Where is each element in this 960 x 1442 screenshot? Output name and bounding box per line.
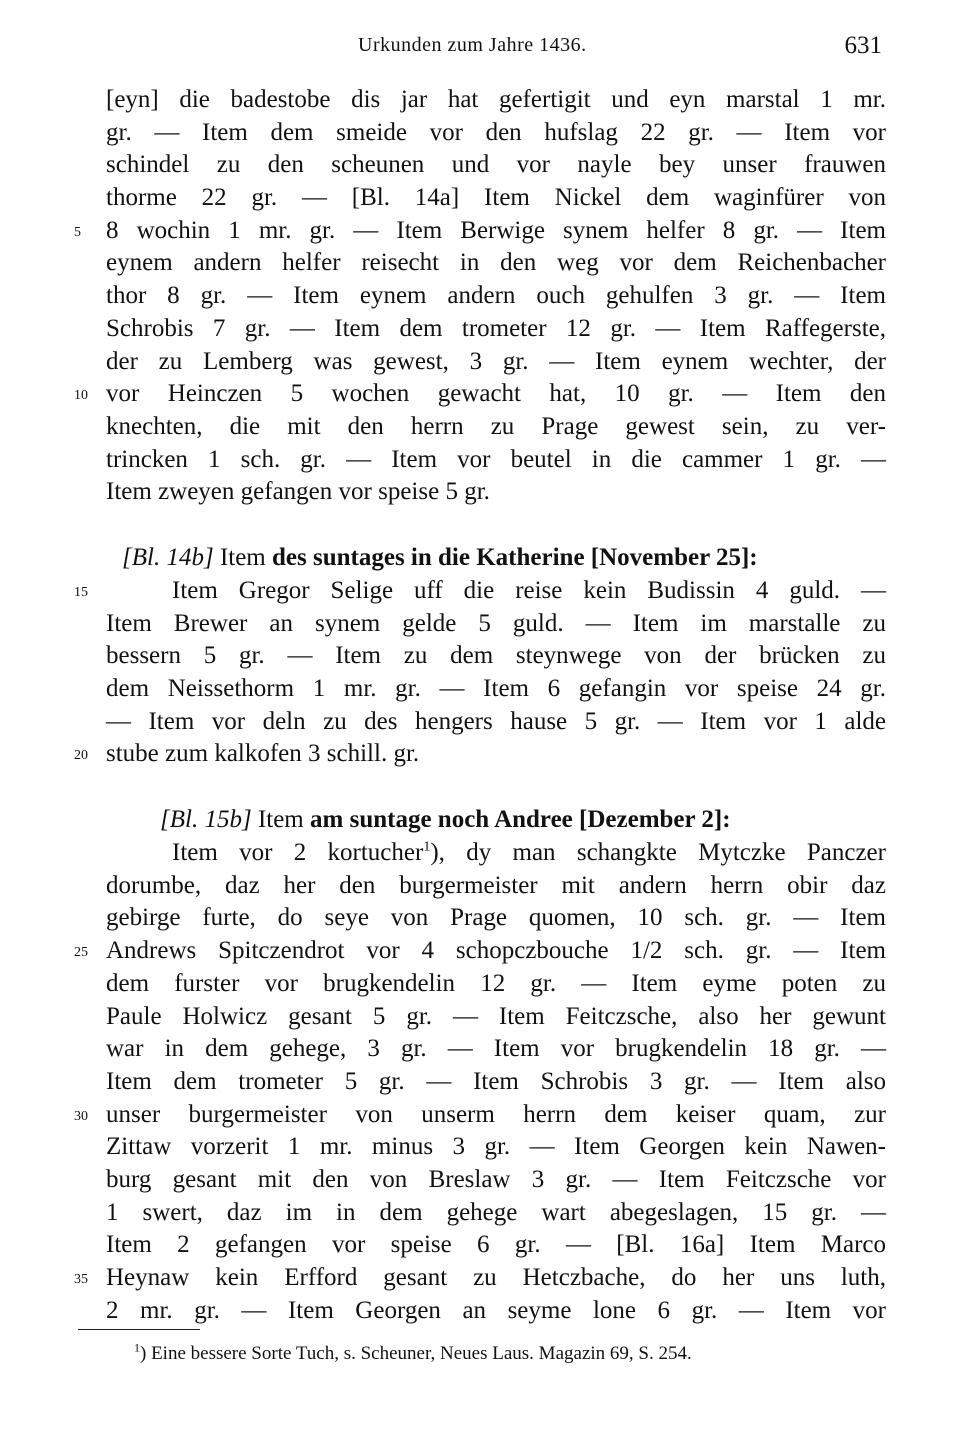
text-line: Schrobis 7 gr. — Item dem trometer 12 gr. — Item Raffegerste, bbox=[106, 314, 886, 342]
text-line: trincken 1 sch. gr. — Item vor beutel in die cammer 1 gr. — bbox=[106, 445, 886, 473]
text-line: 5 8 wochin 1 mr. gr. — Item Berwige synem helfer 8 gr. — Item bbox=[106, 215, 886, 248]
section-heading: [Bl. 15b] Item am suntage noch Andree [Dezember 2]: bbox=[160, 806, 731, 834]
text-line: Paule Holwicz gesant 5 gr. — Item Feitczsche, also her gewunt bbox=[106, 1002, 886, 1030]
text-line: 25 Andrews Spitczendrot vor 4 schopczbouche 1/2 sch. gr. — Item bbox=[106, 935, 886, 968]
text-line: der zu Lemberg was gewest, 3 gr. — Item eynem wechter, der bbox=[106, 347, 886, 375]
text-line: thor 8 gr. — Item eynem andern ouch gehulfen 3 gr. — Item bbox=[106, 282, 886, 310]
page-number: 631 bbox=[844, 32, 882, 59]
footnote-text: ) Eine bessere Sorte Tuch, s. Scheuner, Neues Laus. Magazin 69, S. 254. bbox=[140, 1343, 692, 1364]
text-line: Item zweyen gefangen vor speise 5 gr. bbox=[106, 478, 490, 506]
folio-reference: [Bl. 15b] bbox=[160, 806, 252, 834]
text-line: 20 stube zum kalkofen 3 schill. gr. bbox=[106, 738, 886, 771]
line-number: 25 bbox=[74, 945, 88, 961]
running-title: Urkunden zum Jahre 1436. bbox=[358, 34, 587, 56]
text-line: knechten, die mit den herrn zu Prage gewest sein, zu ver- bbox=[106, 412, 886, 440]
text-line: 15 Item Gregor Selige uff die reise kein Budissin 4 guld. — bbox=[106, 575, 886, 608]
text-line: 1 swert, daz im in dem gehege wart abegeslagen, 15 gr. — bbox=[106, 1198, 886, 1226]
footnote-marker: 1 bbox=[423, 839, 431, 855]
text-line: dem furster vor brugkendelin 12 gr. — Item eyme poten zu bbox=[106, 969, 886, 997]
text-line: [eyn] die badestobe dis jar hat gefertigit und eyn marstal 1 mr. bbox=[106, 86, 886, 113]
main-text bbox=[74, 84, 886, 1327]
text-line: 35 Heynaw kein Erfford gesant zu Hetczbache, do her uns luth, bbox=[106, 1262, 886, 1295]
text-line: thorme 22 gr. — [Bl. 14a] Item Nickel dem waginfürer von bbox=[106, 184, 886, 212]
line-number: 35 bbox=[74, 1272, 88, 1287]
footnote-mark: 1 bbox=[134, 1340, 140, 1355]
heading-date: am suntage noch Andree [Dezember 2]: bbox=[310, 806, 731, 834]
text-line: gebirge furte, do seye von Prage quomen, 10 sch. gr. — Item bbox=[106, 904, 886, 932]
line-number: 30 bbox=[74, 1108, 88, 1124]
line-number: 10 bbox=[74, 388, 88, 404]
text-line: war in dem gehege, 3 gr. — Item vor brugkendelin 18 gr. — bbox=[106, 1035, 886, 1063]
footnote bbox=[134, 1340, 692, 1365]
text-line: — Item vor deln zu des hengers hause 5 gr. — Item vor 1 alde bbox=[106, 707, 886, 735]
text-line: Zittaw vorzerit 1 mr. minus 3 gr. — Item Georgen kein Nawen- bbox=[106, 1133, 886, 1161]
text-line: Item 2 gefangen vor speise 6 gr. — [Bl. 16a] Item Marco bbox=[106, 1231, 886, 1259]
text-line: eynem andern helfer reisecht in den weg vor dem Reichenbacher bbox=[106, 249, 886, 277]
footnote-rule bbox=[78, 1329, 200, 1330]
line-number: 15 bbox=[74, 584, 88, 600]
text-line: 30 unser burgermeister von unserm herrn dem keiser quam, zur bbox=[106, 1099, 886, 1132]
text-line: Item dem trometer 5 gr. — Item Schrobis 3 gr. — Item also bbox=[106, 1067, 886, 1095]
text-line: burg gesant mit den von Breslaw 3 gr. — Item Feitczsche vor bbox=[106, 1165, 886, 1193]
heading-date: des suntages in die Katherine [November 25]: bbox=[272, 543, 758, 571]
text-line: schindel zu den scheunen und vor nayle bey unser frauwen bbox=[106, 151, 886, 179]
text-line: Item vor 2 kortucher$^1$), dy man schangkte Mytczke Panczer bbox=[172, 839, 886, 867]
text-line: Item Brewer an synem gelde 5 guld. — Item im marstalle zu bbox=[106, 609, 886, 637]
line-number: 20 bbox=[74, 748, 88, 764]
text-line: 10 vor Heinczen 5 wochen gewacht hat, 10 gr. — Item den bbox=[106, 378, 886, 411]
folio-reference: [Bl. 14b] bbox=[122, 543, 214, 571]
text-line: 2 mr. gr. — Item Georgen an seyme lone 6 gr. — Item vor bbox=[106, 1296, 886, 1324]
text-line: dem Neissethorm 1 mr. gr. — Item 6 gefangin vor speise 24 gr. bbox=[106, 675, 886, 702]
page-header bbox=[0, 30, 960, 64]
text-line: gr. — Item dem smeide vor den hufslag 22 gr. — Item vor bbox=[106, 118, 886, 146]
section-heading: [Bl. 14b] Item des suntages in die Katherine [November 25]: bbox=[122, 543, 758, 571]
text-line: bessern 5 gr. — Item zu dem steynwege von der brücken zu bbox=[106, 642, 886, 670]
line-number: 5 bbox=[74, 224, 81, 240]
text-line: dorumbe, daz her den burgermeister mit andern herrn obir daz bbox=[106, 871, 886, 899]
